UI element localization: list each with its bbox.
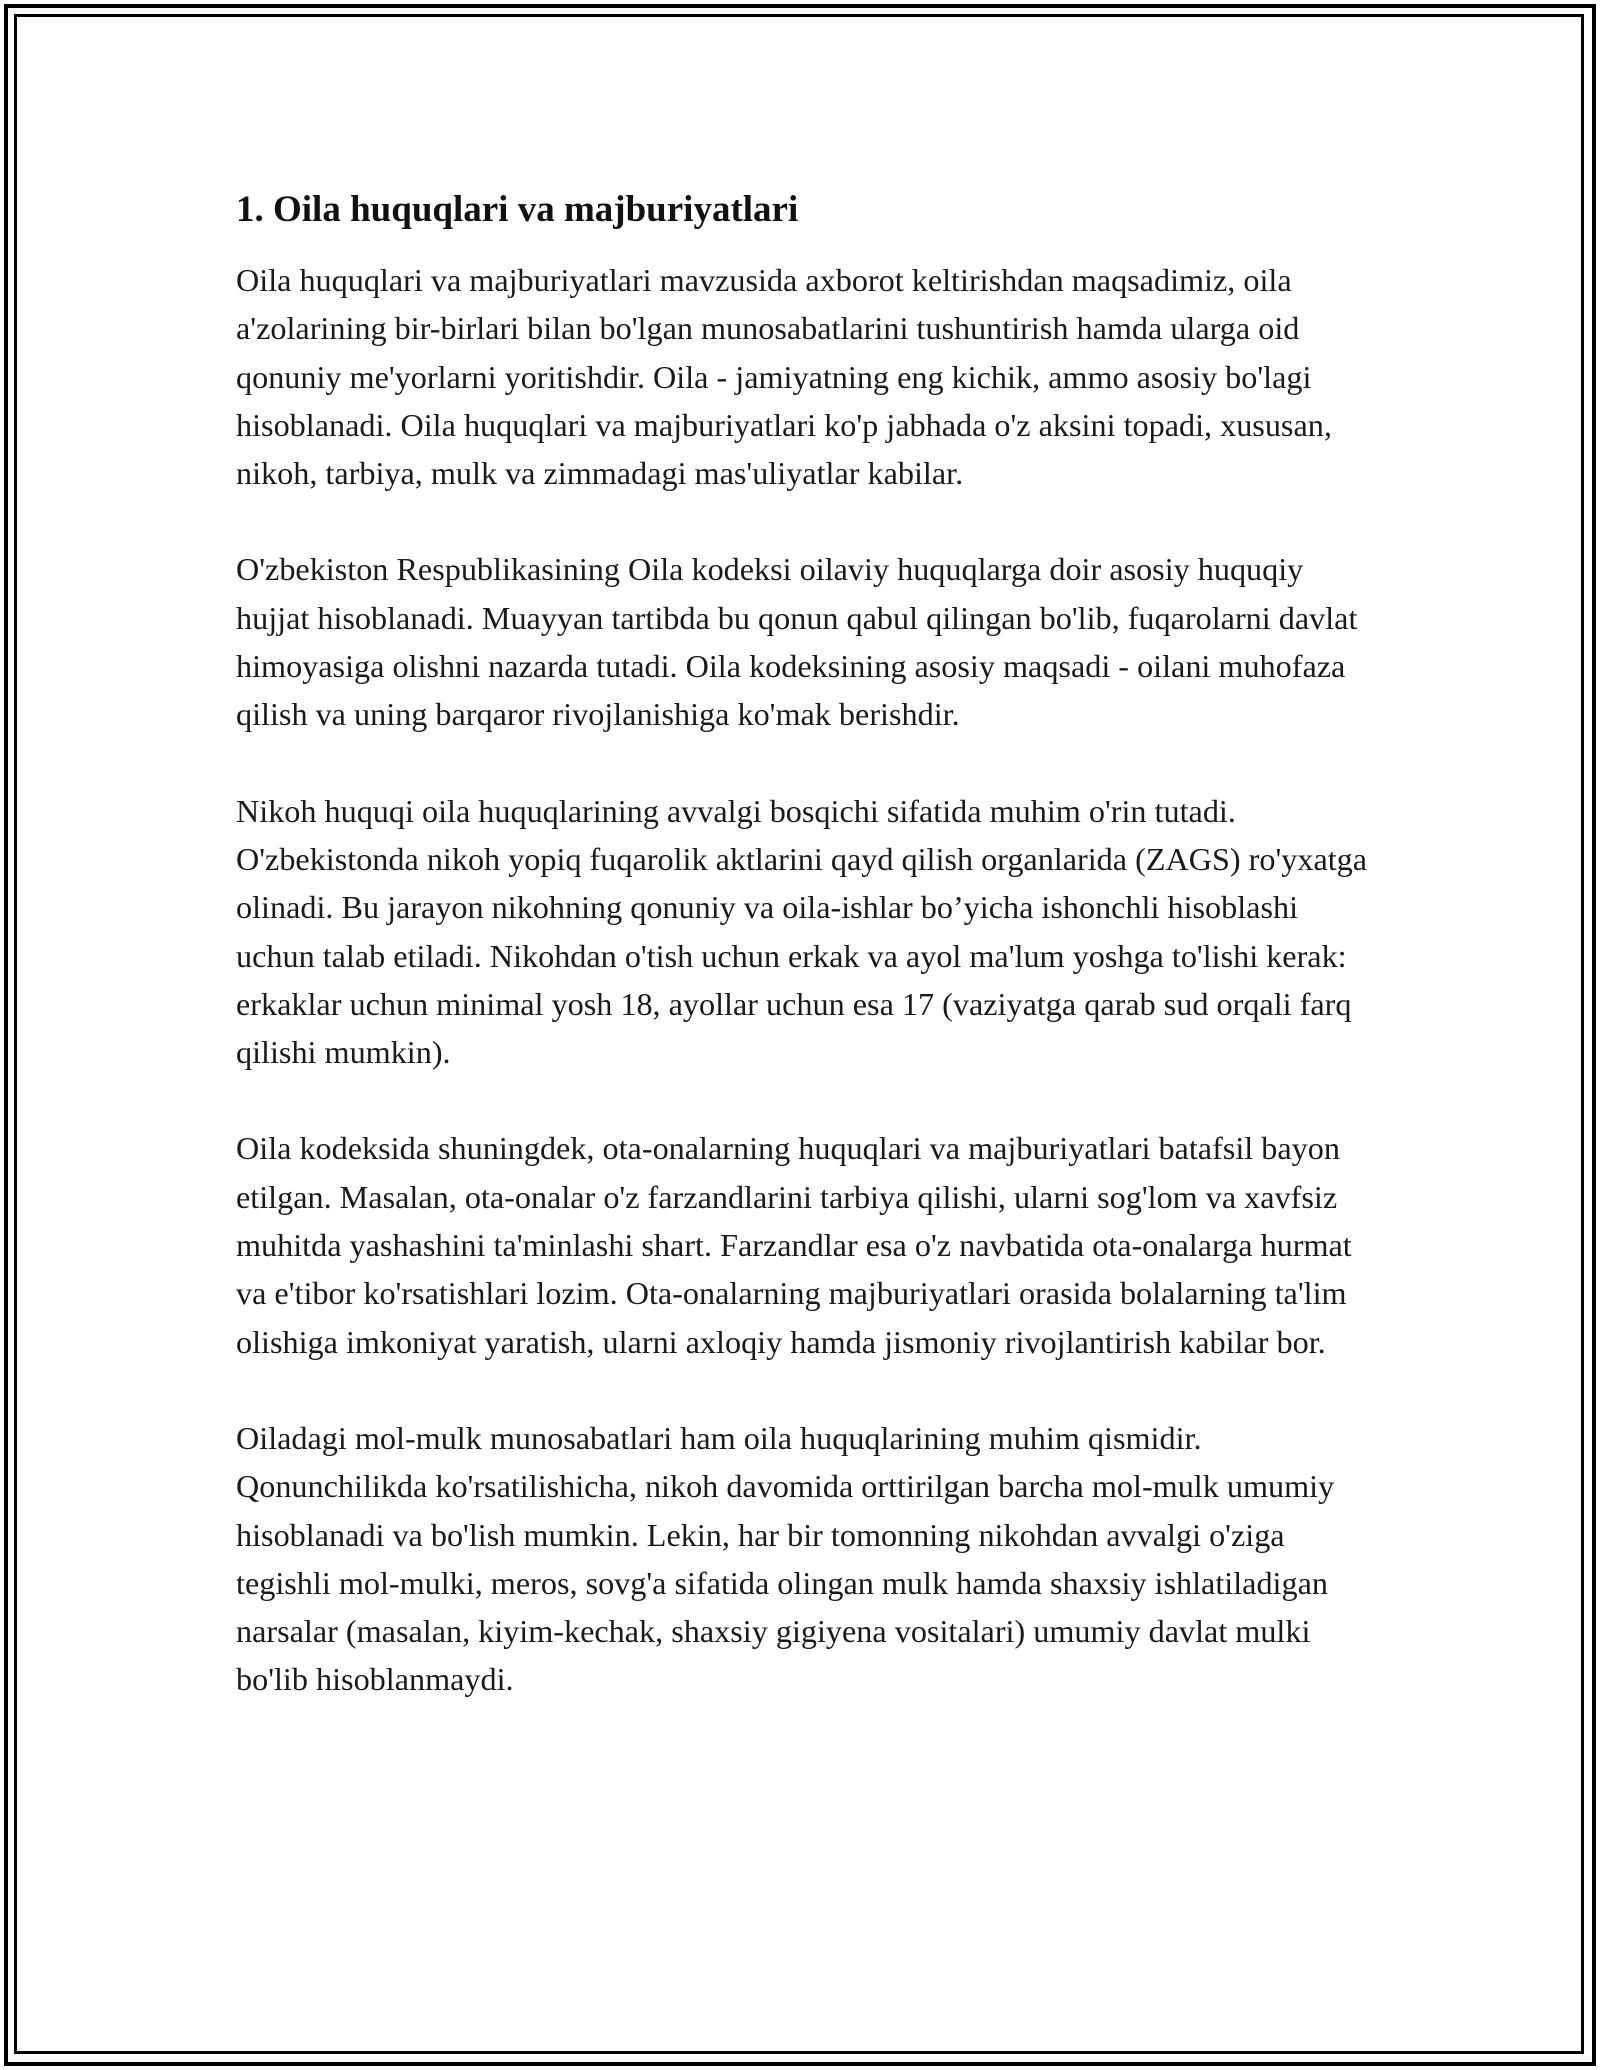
section-title: 1. Oila huquqlari va majburiyatlari — [236, 189, 799, 230]
document-body — [236, 186, 1376, 1752]
paragraph-intro: Oila huquqlari va majburiyatlari mavzusida axborot keltirishdan maqsadimiz, oila a'zolarining bir-birlari bilan bo'lgan munosabatlarini tushuntirish hamda ularga oid qonuniy me'yorlarni yoritishdir. Oila - jamiyatning eng kichik, ammo asosiy bo'lagi hisoblanadi. Oila huquqlari va majburiyatlari ko'p jabhada o'z aksini topadi, xususan, nikoh, tarbiya, mulk va zimmadagi mas'uliyatlar kabilar. — [236, 262, 1332, 492]
paragraph-property-relations: Oiladagi mol-mulk munosabatlari ham oila huquqlarining muhim qismidir. Qonunchilikda ko'rsatilishicha, nikoh davomida orttirilgan barcha mol-mulk umumiy hisoblanadi va bo'lish mumkin. Lekin, har bir tomonning nikohdan avvalgi o'ziga tegishli mol-mulki, meros, sovg'a sifatida olingan mulk hamda shaxsiy ishlatiladigan narsalar (masalan, kiyim-kechak, shaxsiy gigiyena vositalari) umumiy davlat mulki bo'lib hisoblanmaydi. — [236, 1419, 1335, 1698]
paragraph-family-code: O'zbekiston Respublikasining Oila kodeksi oilaviy huquqlarga doir asosiy huquqiy hujjat hisoblanadi. Muayyan tartibda bu qonun qabul qilingan bo'lib, fuqarolarni davlat himoyasiga olishni nazarda tutadi. Oila kodeksining asosiy maqsadi - oilani muhofaza qilish va uning barqaror rivojlanishiga ko'mak berishdir. — [236, 551, 1358, 733]
paragraph-parents-rights: Oila kodeksida shuningdek, ota-onalarning huquqlari va majburiyatlari batafsil bayon etilgan. Masalan, ota-onalar o'z farzandlarini tarbiya qilishi, ularni sog'lom va xavfsiz muhitda yashashini ta'minlashi shart. Farzandlar esa o'z navbatida ota-onalarga hurmat va e'tibor ko'rsatishlari lozim. Ota-onalarning majburiyatlari orasida bolalarning ta'lim olishiga imkoniyat yaratish, ularni axloqiy hamda jismoniy rivojlantirish kabilar bor. — [236, 1130, 1352, 1360]
paragraph-marriage-right: Nikoh huquqi oila huquqlarining avvalgi bosqichi sifatida muhim o'rin tutadi. O'zbekistonda nikoh yopiq fuqarolik aktlarini qayd qilish organlarida (ZAGS) ro'yxatga olinadi. Bu jarayon nikohning qonuniy va oila-ishlar bo’yicha ishonchli hisoblashi uchun talab etiladi. Nikohdan o'tish uchun erkak va ayol ma'lum yoshga to'lishi kerak: erkaklar uchun minimal yosh 18, ayollar uchun esa 17 (vaziyatga qarab sud orqali farq qilishi mumkin). — [236, 792, 1368, 1071]
